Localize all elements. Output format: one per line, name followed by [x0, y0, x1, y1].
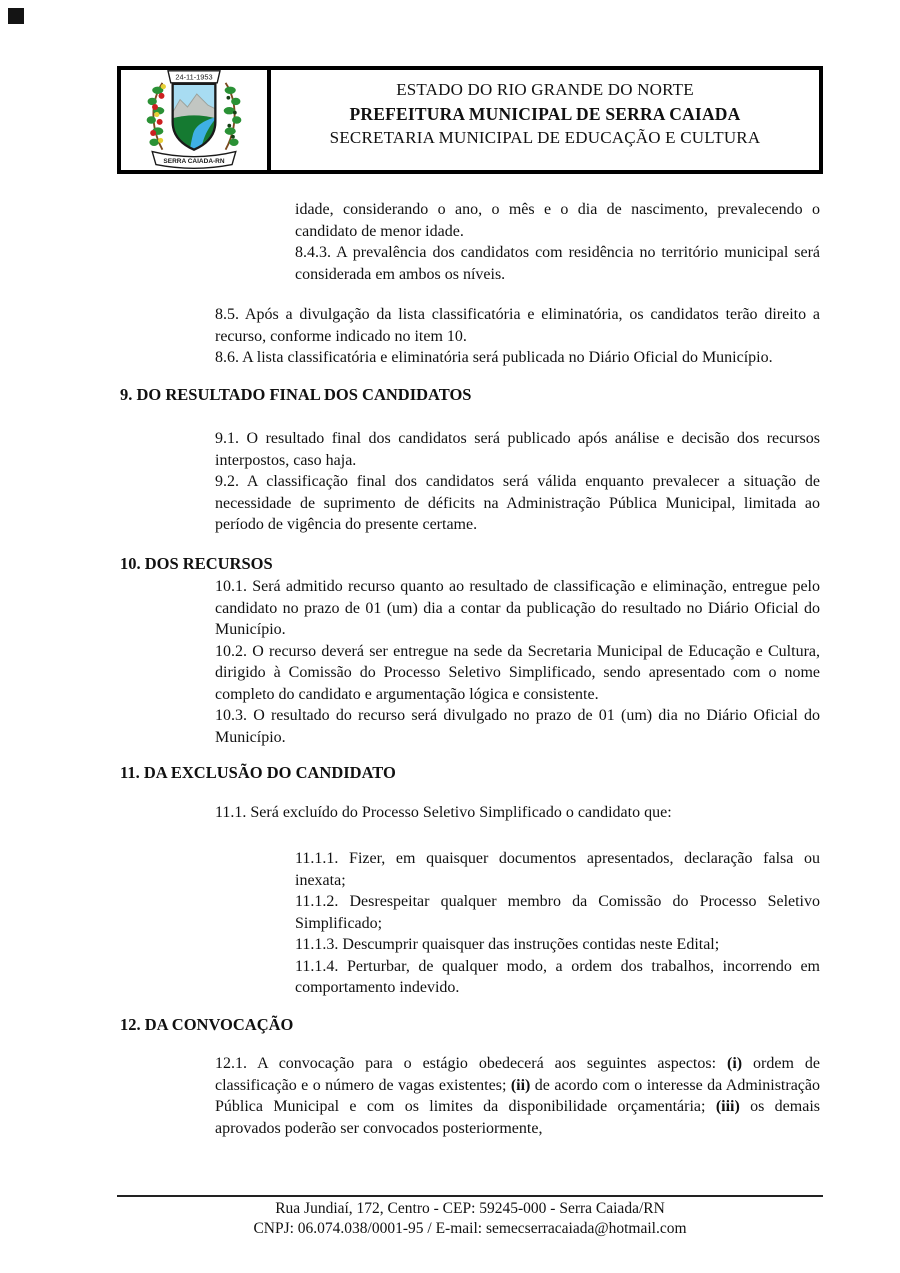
- paragraph-9-1: 9.1. O resultado final dos candidatos será publicado após análise e decisão dos recursos interpostos, caso haja.: [215, 430, 820, 469]
- department-name: SECRETARIA MUNICIPAL DE EDUCAÇÃO E CULTURA: [329, 128, 761, 147]
- page-footer: [117, 1195, 823, 1238]
- paragraph-12-1-seg2: ordem de classificação e o número de vagas existentes;: [215, 1055, 820, 1094]
- paragraph-12-1: [215, 1053, 820, 1139]
- paragraph-12-1-seg1: 12.1. A convocação para o estágio obedecerá aos seguintes aspectos:: [215, 1055, 727, 1072]
- section-heading-10: 10. DOS RECURSOS: [120, 553, 273, 573]
- crest-name-text: SERRA CAIADA-RN: [163, 158, 225, 166]
- section-heading-11: 11. DA EXCLUSÃO DO CANDIDATO: [120, 763, 396, 782]
- crest-date-text: 24-11-1953: [175, 72, 213, 82]
- section-heading-12: 12. DA CONVOCAÇÃO: [120, 1014, 294, 1034]
- paragraph-11-1-4: 11.1.4. Perturbar, de qualquer modo, a ordem dos trabalhos, incorrendo em comportamento indevido.: [295, 957, 820, 996]
- paragraph-12-1-bold-iii: (iii): [715, 1098, 740, 1115]
- paragraph-12-1-bold-i: (i): [727, 1055, 743, 1072]
- footer-contact: CNPJ: 06.074.038/0001-95 / E-mail: semecserracaiada@hotmail.com: [253, 1219, 687, 1237]
- paragraph-10-2: 10.2. O recurso deverá ser entregue na sede da Secretaria Municipal de Educação e Cultura, dirigido à Comissão do Processo Seletivo Simplificado, sendo apresentado com o nome completo do candidato e argumentação lógica e consistente.: [215, 642, 820, 703]
- section-11-intro: [215, 802, 820, 824]
- crest-icon: [121, 68, 267, 172]
- section-8-block: [215, 304, 820, 369]
- paragraph-8-4-2-continuation: idade, considerando o ano, o mês e o dia de nascimento, prevalecendo o candidato de menor idade.: [295, 201, 820, 240]
- paragraph-11-1-3: 11.1.3. Descumprir quaisquer das instruções contidas neste Edital;: [295, 936, 720, 953]
- paragraph-12-1-bold-ii: (ii): [510, 1076, 531, 1094]
- crest-right-branch-icon: [224, 83, 242, 150]
- section-10-block: [215, 576, 820, 748]
- section-12-block: [215, 1053, 820, 1139]
- paragraph-10-3: 10.3. O resultado do recurso será divulgado no prazo de 01 (um) dia no Diário Oficial do Município.: [215, 707, 820, 746]
- section-8-4-block: [295, 199, 820, 285]
- paragraph-11-1-2: 11.1.2. Desrespeitar qualquer membro da Comissão do Processo Seletivo Simplificado;: [295, 893, 820, 932]
- crest-shield-icon: [173, 84, 216, 154]
- paragraph-12-1-seg4: os demais aprovados poderão ser convocados posteriormente,: [215, 1098, 821, 1137]
- paragraph-8-5: 8.5. Após a divulgação da lista classificatória e eliminatória, os candidatos terão direito a recurso, conforme indicado no item 10.: [215, 306, 820, 345]
- section-9-block: [215, 428, 820, 536]
- paragraph-11-1-1: 11.1.1. Fizer, em quaisquer documentos apresentados, declaração falsa ou inexata;: [295, 850, 820, 889]
- paragraph-11-1: 11.1. Será excluído do Processo Seletivo Simplificado o candidato que:: [215, 803, 672, 821]
- crest-name-ribbon: [152, 152, 236, 169]
- paragraph-12-1-seg3: de acordo com o interesse da Administração Pública Municipal e com os limites da disponibilidade orçamentária;: [215, 1076, 820, 1115]
- paragraph-9-2: 9.2. A classificação final dos candidatos será válida enquanto prevalecer a situação de necessidade de suprimento de déficits na Administração Pública Municipal, limitada ao período de vigência do presente certame.: [215, 473, 820, 533]
- paragraph-10-1: 10.1. Será admitido recurso quanto ao resultado de classificação e eliminação, entregue pelo candidato no prazo de 01 (um) dia a contar da publicação do resultado no Diário Oficial do Município.: [215, 578, 820, 638]
- crest-left-branch-icon: [147, 83, 166, 150]
- municipality-name: PREFEITURA MUNICIPAL DE SERRA CAIADA: [349, 104, 741, 124]
- section-heading-9: 9. DO RESULTADO FINAL DOS CANDIDATOS: [120, 384, 472, 404]
- document-body: [120, 199, 820, 1139]
- paragraph-8-6: 8.6. A lista classificatória e eliminatória será publicada no Diário Oficial do Município.: [215, 349, 773, 366]
- letterhead: [117, 66, 823, 174]
- paragraph-8-4-3: 8.4.3. A prevalência dos candidatos com residência no território municipal será considerada em ambos os níveis.: [295, 244, 820, 283]
- state-name: ESTADO DO RIO GRANDE DO NORTE: [396, 80, 694, 99]
- footer-address: Rua Jundiaí, 172, Centro - CEP: 59245-000 - Serra Caiada/RN: [275, 1200, 665, 1217]
- scan-corner-mark: [8, 8, 24, 24]
- letterhead-text: [271, 70, 819, 170]
- crest-date-ribbon: [168, 71, 220, 83]
- section-11-subitems: [295, 848, 820, 999]
- municipal-crest-logo: [121, 70, 271, 170]
